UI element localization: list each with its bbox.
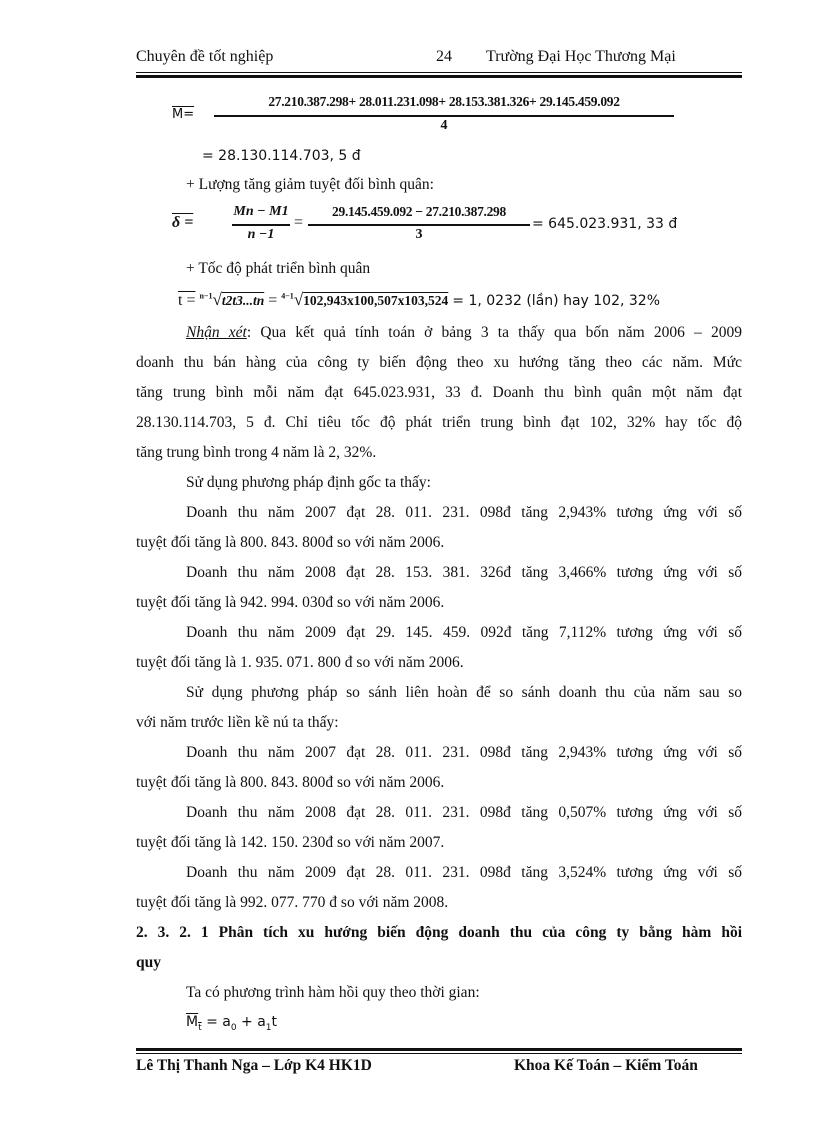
remark-line-1: Nhận xét: Qua kết quả tính toán ở bảng 3 ta thấy qua bốn năm 2006 – 2009: [186, 324, 742, 341]
root1-body: t2t3...tn: [221, 293, 265, 308]
remark-line-2: doanh thu bán hàng của công ty biến động theo xu hướng tăng theo các năm. Mức: [136, 354, 742, 371]
chain-base-2008-l2: tuyệt đối tăng là 142. 150. 230đ so với năm 2007.: [136, 834, 445, 851]
fixed-base-2009-l2: tuyệt đối tăng là 1. 935. 071. 800 đ so với năm 2006.: [136, 654, 464, 671]
header-right: Trường Đại Học Thương Mại: [486, 48, 676, 65]
formula-delta-num1: Mn − M1: [233, 204, 289, 219]
regression-intro: Ta có phương trình hàm hồi quy theo thời gian:: [186, 984, 480, 1001]
fixed-base-2008-l2: tuyệt đối tăng là 942. 994. 030đ so với năm 2006.: [136, 594, 445, 611]
formula-delta-bar1: [232, 224, 290, 226]
formula-delta-lhs: δ =: [172, 214, 194, 231]
fixed-base-2007-l1: Doanh thu năm 2007 đạt 28. 011. 231. 098đ tăng 2,943% tương ứng với số: [186, 504, 742, 521]
mean-result: = 28.130.114.703, 5 đ: [202, 148, 361, 164]
formula-mean-lhs: M=: [172, 107, 195, 122]
formula-growth-lhs: t =: [178, 292, 196, 309]
formula-mean-numerator: 27.210.387.298+ 28.011.231.098+ 28.153.381.326+ 29.145.459.092: [268, 94, 620, 109]
formula-delta-eq: =: [294, 214, 304, 231]
fixed-base-intro: Sử dụng phương pháp định gốc ta thấy:: [186, 474, 431, 491]
remark-line-4: 28.130.114.703, 5 đ. Chỉ tiêu tốc độ phát triển trung bình đạt 102, 32% hay tốc độ: [136, 414, 742, 431]
footer-rule-thin: [136, 1053, 742, 1054]
root1-index: n−1: [199, 291, 213, 301]
root2-body: 102,943x100,507x103,524: [303, 293, 449, 308]
root2-sign: √: [293, 290, 304, 309]
header-rule-thick: [136, 75, 742, 78]
chain-base-2007-l2: tuyệt đối tăng là 800. 843. 800đ so với năm 2006.: [136, 774, 445, 791]
header-left: Chuyên đề tốt nghiệp: [136, 48, 274, 65]
remark-line-3: tăng trung bình mỗi năm đạt 645.023.931, 33 đ. Doanh thu bình quân một năm đạt: [136, 384, 742, 401]
chain-base-intro-2: với năm trước liền kề nú ta thấy:: [136, 714, 339, 731]
formula-mean-denominator: 4: [440, 118, 448, 133]
chain-base-2009-l1: Doanh thu năm 2009 đạt 28. 011. 231. 098đ tăng 3,524% tương ứng với số: [186, 864, 742, 881]
remark-line-5: tăng trung bình trong 4 năm là 2, 32%.: [136, 444, 377, 461]
chain-base-2007-l1: Doanh thu năm 2007 đạt 28. 011. 231. 098đ tăng 2,943% tương ứng với số: [186, 744, 742, 761]
footer-rule-thick: [136, 1048, 742, 1051]
avg-change-heading: + Lượng tăng giảm tuyệt đối bình quân:: [186, 176, 434, 193]
fixed-base-2007-l2: tuyệt đối tăng là 800. 843. 800đ so với năm 2006.: [136, 534, 445, 551]
formula-delta-result: = 645.023.931, 33 đ: [532, 216, 678, 232]
header-rule-thin: [136, 72, 742, 73]
root2-index: 4−1: [281, 291, 294, 301]
page-number: 24: [436, 48, 452, 65]
regression-equation: $M_t = a_0 + a_1t$: [186, 1014, 278, 1033]
growth-heading: + Tốc độ phát triển bình quân: [186, 260, 371, 277]
remark-label: Nhận xét: [186, 324, 247, 341]
formula-delta-den2: 3: [415, 227, 423, 242]
chain-base-2009-l2: tuyệt đối tăng là 992. 077. 770 đ so với năm 2008.: [136, 894, 449, 911]
formula-growth-result: = 1, 0232 (lần) hay 102, 32%: [452, 293, 660, 309]
regression-lhs: $M_t$: [186, 1014, 202, 1033]
footer-left: Lê Thị Thanh Nga – Lớp K4 HK1D: [136, 1057, 372, 1074]
section-heading-1: 2. 3. 2. 1 Phân tích xu hướng biến động doanh thu của công ty bằng hàm hồi: [136, 924, 742, 941]
chain-base-intro-1: Sử dụng phương pháp so sánh liên hoàn để so sánh doanh thu của năm sau so: [186, 684, 742, 701]
formula-delta-num2: 29.145.459.092 − 27.210.387.298: [332, 204, 506, 219]
chain-base-2008-l1: Doanh thu năm 2008 đạt 28. 011. 231. 098đ tăng 0,507% tương ứng với số: [186, 804, 742, 821]
formula-delta-bar2: [308, 224, 530, 226]
formula-growth: [178, 290, 660, 310]
footer-right: Khoa Kế Toán – Kiểm Toán: [514, 1057, 698, 1074]
formula-delta-den1: n −1: [247, 227, 275, 242]
fixed-base-2009-l1: Doanh thu năm 2009 đạt 29. 145. 459. 092đ tăng 7,112% tương ứng với số: [186, 624, 742, 641]
formula-mean-fraction-bar: [214, 115, 674, 117]
fixed-base-2008-l1: Doanh thu năm 2008 đạt 28. 153. 381. 326đ tăng 3,466% tương ứng với số: [186, 564, 742, 581]
section-heading-2: quy: [136, 954, 161, 971]
root1-sign: √: [212, 290, 222, 309]
formula-growth-eq: =: [268, 292, 278, 309]
